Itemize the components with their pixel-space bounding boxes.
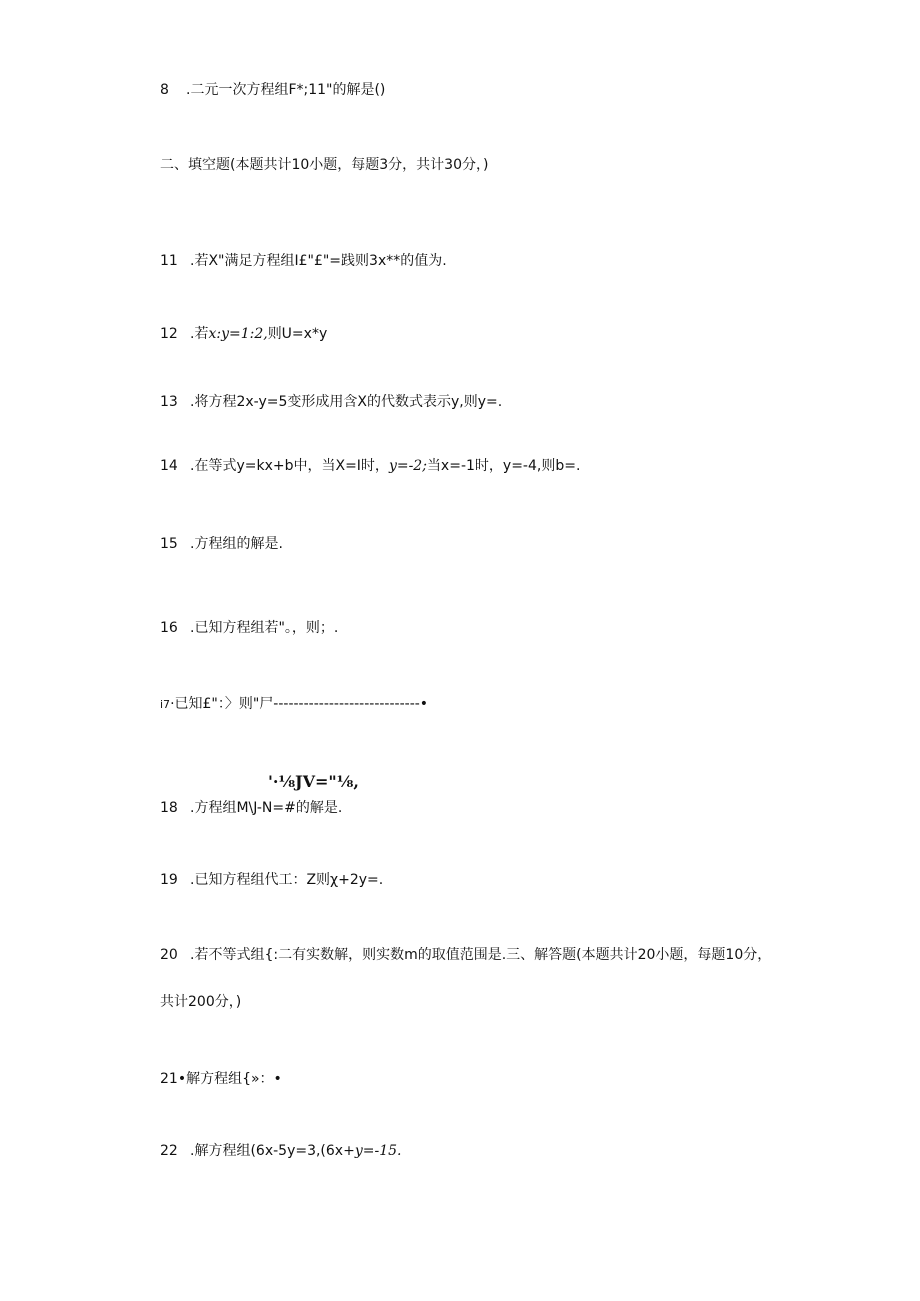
question-number: 20 (160, 947, 178, 963)
question-11 (160, 252, 447, 270)
question-text: .若不等式组{:二有实数解，则实数m的取值范围是.三、解答题(本题共计20小题，每题10分， (190, 947, 772, 963)
question-text: 21•解方程组{»：• (160, 1071, 282, 1087)
question-12 (160, 325, 327, 343)
question-number: 19 (160, 872, 178, 888)
question-number: 15 (160, 536, 178, 552)
question-number: 13 (160, 394, 178, 410)
question-number: 8 (160, 82, 169, 98)
question-text: .已知方程组代工：Z则χ+2y=. (190, 872, 384, 888)
question-text-suffix: 则U=x*y (267, 326, 328, 342)
question-15 (160, 535, 283, 553)
question-18 (160, 799, 342, 817)
question-text-suffix: 当x=-1时，y=-4,则b=. (426, 458, 581, 474)
question-text: .方程组M\J-N=#的解是. (190, 800, 343, 816)
question-math: y=-2; (388, 458, 427, 474)
question-21 (160, 1070, 282, 1088)
question-8 (160, 81, 385, 99)
question-number: 14 (160, 458, 178, 474)
question-text-prefix: .解方程组(6x-5y=3,(6x (190, 1143, 344, 1159)
question-text-prefix: .在等式y=kx+b中，当X=I时， (190, 458, 389, 474)
section-heading-fill-in (160, 156, 488, 174)
question-16 (160, 619, 338, 637)
question-text: .将方程2x-y=5变形成用含X的代数式表示y,则y=. (190, 394, 503, 410)
question-text-prefix: .若 (190, 326, 209, 342)
question-number: 18 (160, 800, 178, 816)
question-13 (160, 393, 502, 411)
question-17 (160, 695, 428, 714)
question-number: 11 (160, 253, 178, 269)
question-22 (160, 1142, 401, 1160)
section-heading-continuation (160, 993, 241, 1011)
question-number: 22 (160, 1143, 178, 1159)
question-math: +y=-15. (343, 1143, 402, 1159)
question-20 (160, 946, 771, 964)
question-text: .已知方程组若"。，则；. (190, 620, 339, 636)
question-number: 16 (160, 620, 178, 636)
question-text: .方程组的解是. (190, 536, 283, 552)
question-text: .二元一次方程组F*;11"的解是() (186, 82, 386, 98)
question-number: 12 (160, 326, 178, 342)
question-18-formula (268, 772, 359, 791)
question-math: x:y=1:2, (208, 326, 268, 342)
formula-text: '·⅛JV="⅛, (268, 772, 359, 791)
section-heading-text: 二、填空题(本题共计10小题，每题3分，共计30分，) (160, 157, 489, 173)
question-14 (160, 457, 580, 475)
question-number: i7 (160, 698, 171, 711)
section-heading-text: 共计200分，) (160, 994, 242, 1010)
question-text: ·已知£"：〉则"尸-----------------------------• (170, 696, 429, 712)
question-19 (160, 871, 383, 889)
question-text: .若X"满足方程组I£"£"=践则3x**的值为. (190, 253, 447, 269)
